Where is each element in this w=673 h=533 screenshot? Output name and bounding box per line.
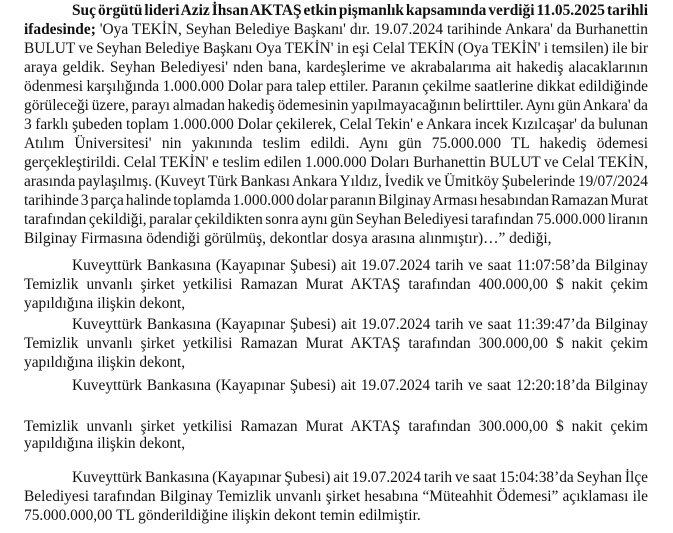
- intro-line-2-text: 'Oya TEKİN, Seyhan Belediye Başkanı' dır. 19.07.2024 tarihinde Ankara' da Burhanettin: [95, 21, 648, 38]
- p2-line-1: Kuveyttürk Bankasına (Kayapınar Şubesi) ait 19.07.2024 tarih ve saat 11:39:47’da Bilginay: [72, 316, 648, 333]
- intro-line-11: tarihinde 3 parça halinde toplamda 1.000.000 dolar paranın Bilginay Arması hesabından Ramazan Murat: [24, 192, 648, 209]
- p4-line-2: Belediyesi tarafından Bilginay Temizlik unvanlı şirket hesabına “Müteahhit Ödemesi” açıklaması ile: [24, 488, 648, 505]
- p1-line-2: Temizlik unvanlı şirket yetkilisi Ramazan Murat AKTAŞ tarafından 400.000,00 $ nakit çekim: [24, 276, 648, 293]
- intro-line-6: görüleceği üzere, parayı almadan hakediş ödemesinin yapılmayacağının belirttiler. Aynı gün Ankara' da: [24, 97, 648, 114]
- intro-line-8: Atılım Üniversitesi' nin yakınında teslim edildi. Aynı gün 75.000.000 TL hakediş ödemesi: [24, 135, 648, 152]
- p2-line-3: yapıldığına ilişkin dekont,: [24, 354, 186, 371]
- intro-line-13: Bilginay Firmasına ödendiği görülmüş, dekontlar dosya arasına alınmıştır)…” dediği,: [24, 230, 552, 247]
- p4-line-1: Kuveyttürk Bankasına (Kayapınar Şubesi) ait 19.07.2024 tarih ve saat 15:04:38’da Seyhan İlçe: [72, 469, 648, 486]
- intro-line-9: gerçekleştirildi. Celal TEKİN' e teslim edilen 1.000.000 Doları Burhanettin BULUT ve Celal TEKİN,: [24, 154, 648, 171]
- intro-line-12: tarafından çekildiği, paralar çekildikten sonra aynı gün Seyhan Belediyesi tarafından 75.000.000 liranın: [24, 211, 648, 228]
- intro-bold-lead: ifadesinde;: [24, 21, 96, 38]
- intro-line-1: Suç örgütü lideri Aziz İhsan AKTAŞ etkin pişmanlık kapsamında verdiği 11.05.2025 tarihli: [72, 2, 648, 19]
- p3-line-1: Kuveyttürk Bankasına (Kayapınar Şubesi) ait 19.07.2024 tarih ve saat 12:20:18’da Bilginay: [72, 377, 648, 394]
- p1-line-1: Kuveyttürk Bankasına (Kayapınar Şubesi) ait 19.07.2024 tarih ve saat 11:07:58’da Bilginay: [72, 257, 648, 274]
- intro-line-7: 3 farklı şubeden toplam 1.000.000 Dolar çekilerek, Celal Tekin' e Ankara incek Kızılcaşar' da bulunan: [24, 116, 648, 133]
- intro-line-4: araya geldik. Seyhan Belediyesi' nden bana, kardeşlerime ve akrabalarıma ait hakediş alacaklarının: [24, 59, 648, 76]
- intro-line-10: arasında paylaşılmış. (Kuveyt Türk Bankası Ankara Yıldız, İvedik ve Ümitköy Şubelerinde 19/07/2024: [24, 173, 648, 190]
- p2-line-2: Temizlik unvanlı şirket yetkilisi Ramazan Murat AKTAŞ tarafından 300.000,00 $ nakit çekim: [24, 335, 648, 352]
- intro-line-3: BULUT ve Seyhan Belediye Başkanı Oya TEKİN' in eşi Celal TEKİN (Oya TEKİN' i temsilen) ile bir: [24, 40, 648, 57]
- p3-line-2: Temizlik unvanlı şirket yetkilisi Ramazan Murat AKTAŞ tarafından 300.000,00 $ nakit çekim: [24, 418, 648, 435]
- p1-line-3: yapıldığına ilişkin dekont,: [24, 295, 186, 312]
- p4-line-3: 75.000.000,00 TL gönderildiğine ilişkin dekont temin edilmiştir.: [24, 507, 421, 524]
- intro-line-5: ödenmesi karşılığında 1.000.000 Dolar para talep ettiler. Paranın çekilme saatlerine dikkat edildiğinde: [24, 78, 648, 95]
- intro-line-2: [24, 20, 648, 39]
- p3-line-3: yapıldığına ilişkin dekont,: [24, 435, 186, 452]
